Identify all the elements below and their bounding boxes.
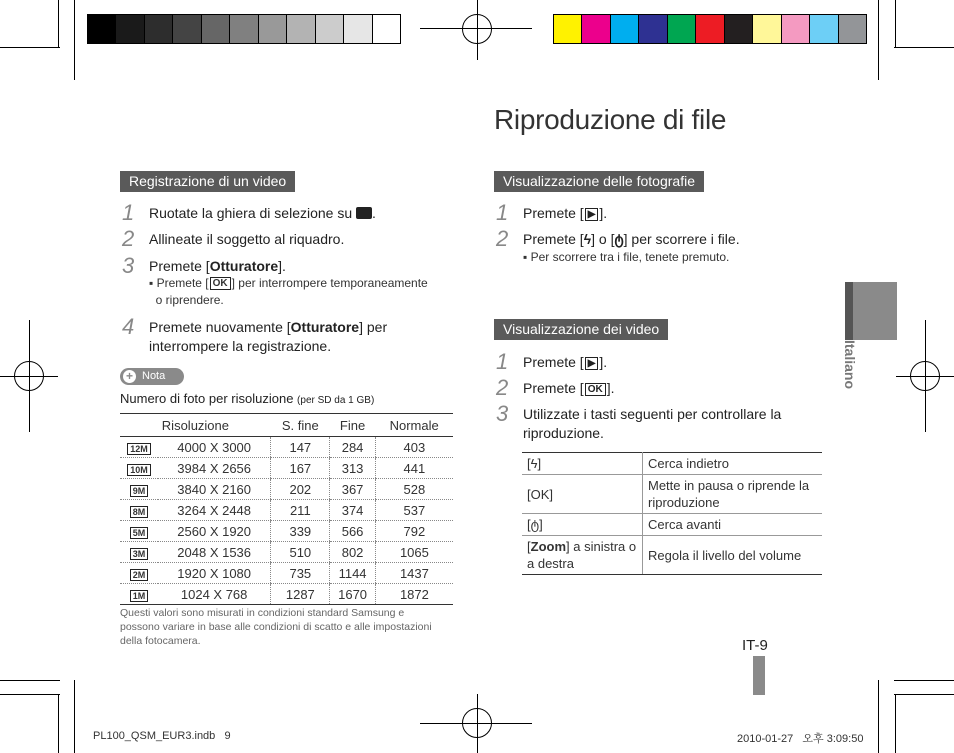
section-heading-view-photos: Visualizzazione delle fotografie <box>494 171 704 192</box>
note-label: Nota <box>142 370 166 382</box>
step-4-post: ] per <box>359 319 388 335</box>
step-1-text: Ruotate la ghiera di selezione su <box>149 205 353 221</box>
step-3-bullet: ▪ Premete [ OK ] per interrompere temporaneamente o riprendere. <box>149 276 428 307</box>
resolution-icon: 9M <box>130 485 149 497</box>
super-fine-count: 211 <box>271 500 330 521</box>
step-3-text <box>149 257 286 276</box>
play-icon: ▶ <box>585 208 599 221</box>
disclaimer <box>120 606 432 648</box>
col-header: Risoluzione <box>120 414 271 437</box>
movie-camera-icon <box>356 207 372 219</box>
resolution-icon <box>120 542 158 563</box>
table-row <box>522 475 822 514</box>
fine-count: 284 <box>330 437 375 458</box>
fine-count: 313 <box>330 458 375 479</box>
process-color-bar <box>553 14 867 44</box>
step-number: 1 <box>496 200 509 225</box>
col-header: S. fine <box>271 414 330 437</box>
color-swatch <box>611 15 639 43</box>
photo-step-2-text <box>523 230 740 249</box>
step-4-line2: interrompere la registrazione. <box>149 338 332 354</box>
controls-table <box>522 452 822 575</box>
resolution-value: 1920 X 1080 <box>158 563 271 584</box>
ok-key-icon: OK <box>585 383 606 396</box>
table-row <box>120 479 453 500</box>
super-fine-count: 202 <box>271 479 330 500</box>
resolution-icon: 10M <box>127 464 151 476</box>
control-desc: Mette in pausa o riprende la riproduzione <box>643 475 823 514</box>
gray-swatch <box>259 15 287 43</box>
gray-swatch <box>316 15 344 43</box>
step-number: 2 <box>496 375 509 400</box>
normal-count: 1065 <box>375 542 453 563</box>
table-header-row <box>120 414 453 437</box>
resolution-value: 2048 X 1536 <box>158 542 271 563</box>
resolution-value: 3264 X 2448 <box>158 500 271 521</box>
control-desc: Cerca indietro <box>643 453 823 475</box>
side-tab-marker <box>845 282 853 340</box>
disclaimer-line: possono variare in base alle condizioni di scatto e alle impostazioni <box>120 621 432 633</box>
gray-swatch <box>145 15 173 43</box>
video-step-2-post: ]. <box>606 380 615 396</box>
control-key: [OK] <box>522 475 643 514</box>
step-number: 4 <box>122 314 135 339</box>
normal-count: 1872 <box>375 584 453 605</box>
color-swatch <box>639 15 667 43</box>
table-row <box>522 514 822 536</box>
zoom-label: Zoom <box>530 539 567 554</box>
table-row <box>120 500 453 521</box>
color-swatch <box>810 15 838 43</box>
photo-step-1-text <box>523 204 607 223</box>
resolution-icon <box>120 479 158 500</box>
table-row <box>120 458 453 479</box>
resolution-icon <box>120 584 158 605</box>
section-heading-video-recording: Registrazione di un video <box>120 171 295 192</box>
flash-icon: ϟ <box>583 231 592 247</box>
step-number: 1 <box>122 200 135 225</box>
shutter-key-label: Otturatore <box>290 319 360 335</box>
color-swatch <box>554 15 582 43</box>
col-header: Normale <box>375 414 453 437</box>
normal-count: 792 <box>375 521 453 542</box>
video-step-3-text <box>523 405 781 443</box>
super-fine-count: 510 <box>271 542 330 563</box>
photo-step-2-mid: ] o [ <box>591 231 615 247</box>
gray-swatch <box>287 15 315 43</box>
fine-count: 1670 <box>330 584 375 605</box>
normal-count: 441 <box>375 458 453 479</box>
fine-count: 367 <box>330 479 375 500</box>
video-step-3-line1: Utilizzate i tasti seguenti per controllare la <box>523 406 782 422</box>
step-number: 3 <box>496 401 509 426</box>
gray-swatch <box>344 15 372 43</box>
resolution-icon <box>120 563 158 584</box>
step-3-post: ]. <box>278 258 286 274</box>
resolution-icon: 12M <box>127 443 151 455</box>
footer-datetime: 2010-01-27 오후 3:09:50 <box>737 733 864 745</box>
disclaimer-line: della fotocamera. <box>120 635 201 647</box>
color-swatch <box>725 15 753 43</box>
play-icon: ▶ <box>585 357 599 370</box>
step-4-pre: Premete nuovamente [ <box>149 319 291 335</box>
control-desc: Regola il livello del volume <box>643 536 823 575</box>
photo-step-2-pre: Premete [ <box>523 231 584 247</box>
col-header: Fine <box>330 414 375 437</box>
zoom-pre: [ <box>527 539 531 554</box>
super-fine-count: 735 <box>271 563 330 584</box>
timer-icon: ტ <box>614 231 624 247</box>
normal-count: 528 <box>375 479 453 500</box>
table-row <box>120 437 453 458</box>
resolution-icon: 2M <box>130 569 149 581</box>
resolution-value: 3984 X 2656 <box>158 458 271 479</box>
page-number: IT-9 <box>742 637 768 654</box>
color-swatch <box>696 15 724 43</box>
table-row <box>120 584 453 605</box>
resolution-value: 1024 X 768 <box>158 584 271 605</box>
step-4-text <box>149 318 387 356</box>
step-number: 3 <box>122 253 135 278</box>
color-swatch <box>839 15 866 43</box>
control-key <box>522 536 643 575</box>
video-step-1-pre: Premete [ <box>523 354 584 370</box>
table-caption <box>120 391 374 406</box>
gray-swatch <box>88 15 116 43</box>
resolution-icon <box>120 458 158 479</box>
table-row <box>120 542 453 563</box>
gray-swatch <box>116 15 144 43</box>
super-fine-count: 1287 <box>271 584 330 605</box>
normal-count: 537 <box>375 500 453 521</box>
fine-count: 802 <box>330 542 375 563</box>
control-desc: Cerca avanti <box>643 514 823 536</box>
bullet-post: ] per interrompere temporaneamente <box>231 276 428 290</box>
photo-step-1-pre: Premete [ <box>523 205 584 221</box>
super-fine-count: 339 <box>271 521 330 542</box>
resolution-icon: 1M <box>130 590 149 602</box>
color-swatch <box>753 15 781 43</box>
note-badge <box>120 368 184 385</box>
super-fine-count: 147 <box>271 437 330 458</box>
resolution-table <box>120 413 453 605</box>
photo-bullet-text: Per scorrere tra i file, tenete premuto. <box>530 250 730 264</box>
color-swatch <box>582 15 610 43</box>
note-plus-icon: + <box>123 370 136 383</box>
resolution-icon <box>120 521 158 542</box>
photo-step-1-post: ]. <box>599 205 608 221</box>
section-heading-view-videos: Visualizzazione dei video <box>494 319 668 340</box>
step-2-text: Allineate il soggetto al riquadro. <box>149 231 345 247</box>
ok-key-icon: OK <box>210 277 231 290</box>
step-number: 2 <box>122 226 135 251</box>
photo-step-2-post: ] per scorrere i file. <box>623 231 740 247</box>
page-number-tab <box>753 656 765 695</box>
resolution-value: 2560 X 1920 <box>158 521 271 542</box>
gray-swatch <box>230 15 258 43</box>
bullet-line2: o riprendere. <box>155 293 224 307</box>
video-step-1-post: ]. <box>599 354 608 370</box>
resolution-icon <box>120 500 158 521</box>
table-row <box>522 536 822 575</box>
table-row <box>522 453 822 475</box>
fine-count: 566 <box>330 521 375 542</box>
step-3-pre: Premete [ <box>149 258 210 274</box>
disclaimer-line: Questi valori sono misurati in condizioni standard Samsung e <box>120 607 405 619</box>
normal-count: 1437 <box>375 563 453 584</box>
shutter-key-label: Otturatore <box>209 258 279 274</box>
video-step-1-text <box>523 353 607 372</box>
color-swatch <box>668 15 696 43</box>
gray-swatch <box>202 15 230 43</box>
step-text <box>149 204 376 223</box>
resolution-icon: 5M <box>130 527 149 539</box>
gray-swatch <box>173 15 201 43</box>
control-key: [ტ] <box>522 514 643 536</box>
fine-count: 1144 <box>330 563 375 584</box>
page-title: Riproduzione di file <box>494 104 727 135</box>
video-step-2-pre: Premete [ <box>523 380 584 396</box>
control-key: [ϟ] <box>522 453 643 475</box>
bullet-pre: Premete [ <box>156 276 209 290</box>
zoom-post: ] a sinistra o a destra <box>527 539 637 571</box>
color-swatch <box>782 15 810 43</box>
table-row <box>120 521 453 542</box>
gray-swatch <box>373 15 400 43</box>
resolution-icon <box>120 437 158 458</box>
photo-bullet: ▪ Per scorrere tra i file, tenete premuto. <box>523 250 730 264</box>
fine-count: 374 <box>330 500 375 521</box>
video-step-2-text <box>523 379 614 398</box>
table-caption-main: Numero di foto per risoluzione <box>120 391 294 406</box>
resolution-value: 4000 X 3000 <box>158 437 271 458</box>
resolution-value: 3840 X 2160 <box>158 479 271 500</box>
super-fine-count: 167 <box>271 458 330 479</box>
step-number: 2 <box>496 226 509 251</box>
table-row <box>120 563 453 584</box>
resolution-icon: 8M <box>130 506 149 518</box>
normal-count: 403 <box>375 437 453 458</box>
step-1-end: . <box>372 205 376 221</box>
footer-file-name: PL100_QSM_EUR3.indb 9 <box>93 730 231 742</box>
side-tab-label: Italiano <box>842 340 858 390</box>
table-caption-small: (per SD da 1 GB) <box>297 395 375 406</box>
video-step-3-line2: riproduzione. <box>523 425 604 441</box>
resolution-icon: 3M <box>130 548 149 560</box>
step-number: 1 <box>496 349 509 374</box>
grayscale-bar <box>87 14 401 44</box>
